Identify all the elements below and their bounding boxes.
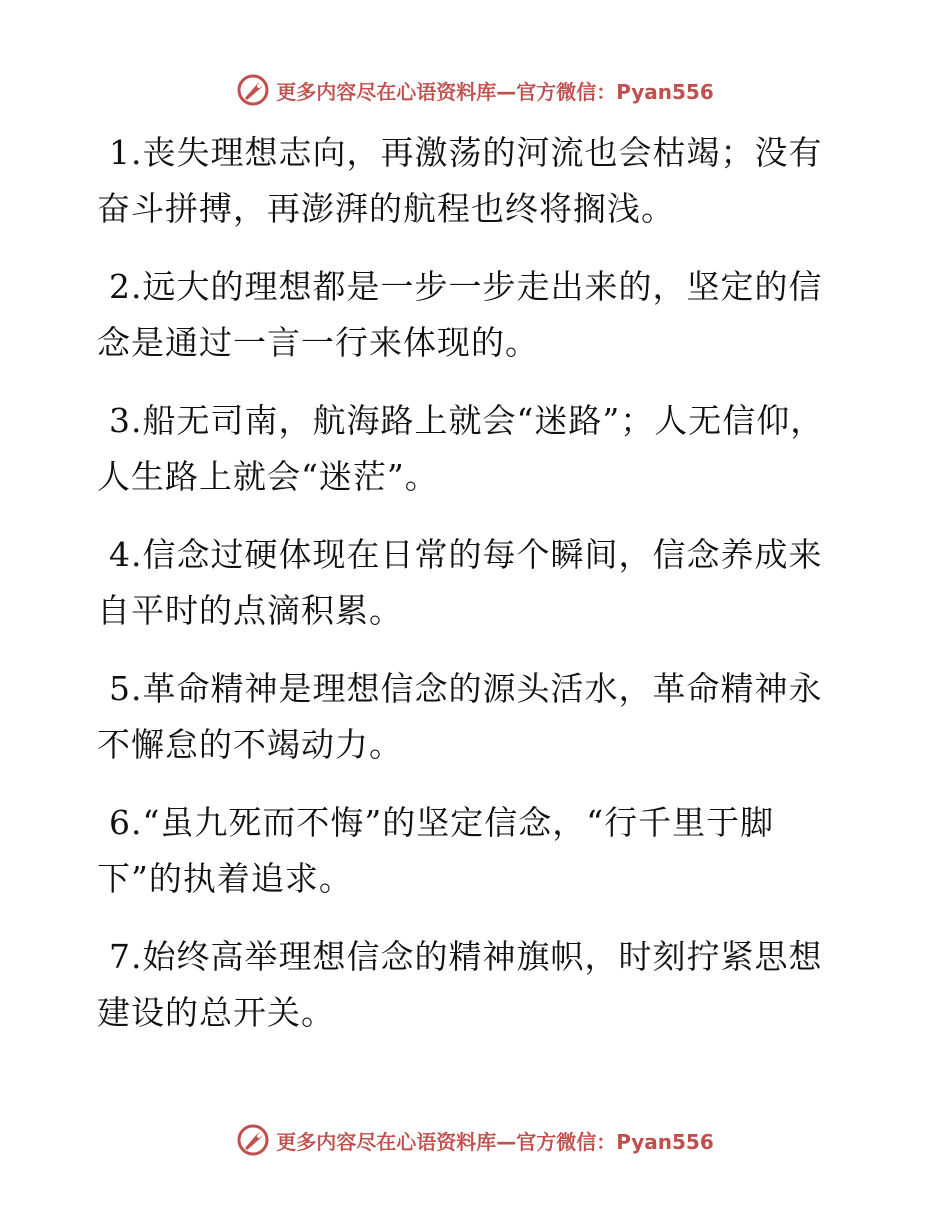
quote-number: 6. (109, 803, 143, 842)
banner-text: 更多内容尽在心语资料库—官方微信：Pyan556 (276, 1129, 714, 1154)
quote-item (97, 929, 832, 1041)
quote-text: 船无司南，航海路上就会“迷路”；人无信仰，人生路上就会“迷茫”。 (97, 401, 825, 496)
quote-number: 7. (109, 937, 143, 976)
quote-number: 2. (109, 267, 143, 306)
quote-number: 3. (109, 401, 143, 440)
quote-list (97, 125, 832, 1063)
pen-nib-icon (236, 1123, 270, 1157)
quote-item (97, 661, 832, 773)
quote-number: 5. (109, 669, 143, 708)
quote-number: 4. (109, 535, 143, 574)
quote-text: “虽九死而不悔”的坚定信念，“行千里于脚下”的执着追求。 (97, 803, 775, 898)
quote-item (97, 527, 832, 639)
header-banner (0, 70, 950, 110)
quote-item (97, 795, 832, 907)
quote-text: 远大的理想都是一步一步走出来的，坚定的信念是通过一言一行来体现的。 (97, 267, 823, 362)
quote-text: 丧失理想志向，再激荡的河流也会枯竭；没有奋斗拼搏，再澎湃的航程也终将搁浅。 (97, 133, 823, 228)
quote-item (97, 259, 832, 371)
quote-item (97, 393, 832, 505)
quote-item (97, 125, 832, 237)
quote-text: 始终高举理想信念的精神旗帜，时刻拧紧思想建设的总开关。 (97, 937, 823, 1032)
footer-banner (0, 1120, 950, 1160)
banner-text: 更多内容尽在心语资料库—官方微信：Pyan556 (276, 79, 714, 104)
pen-nib-icon (236, 73, 270, 107)
quote-text: 革命精神是理想信念的源头活水，革命精神永不懈怠的不竭动力。 (97, 669, 823, 764)
quote-text: 信念过硬体现在日常的每个瞬间，信念养成来自平时的点滴积累。 (97, 535, 823, 630)
quote-number: 1. (109, 133, 143, 172)
